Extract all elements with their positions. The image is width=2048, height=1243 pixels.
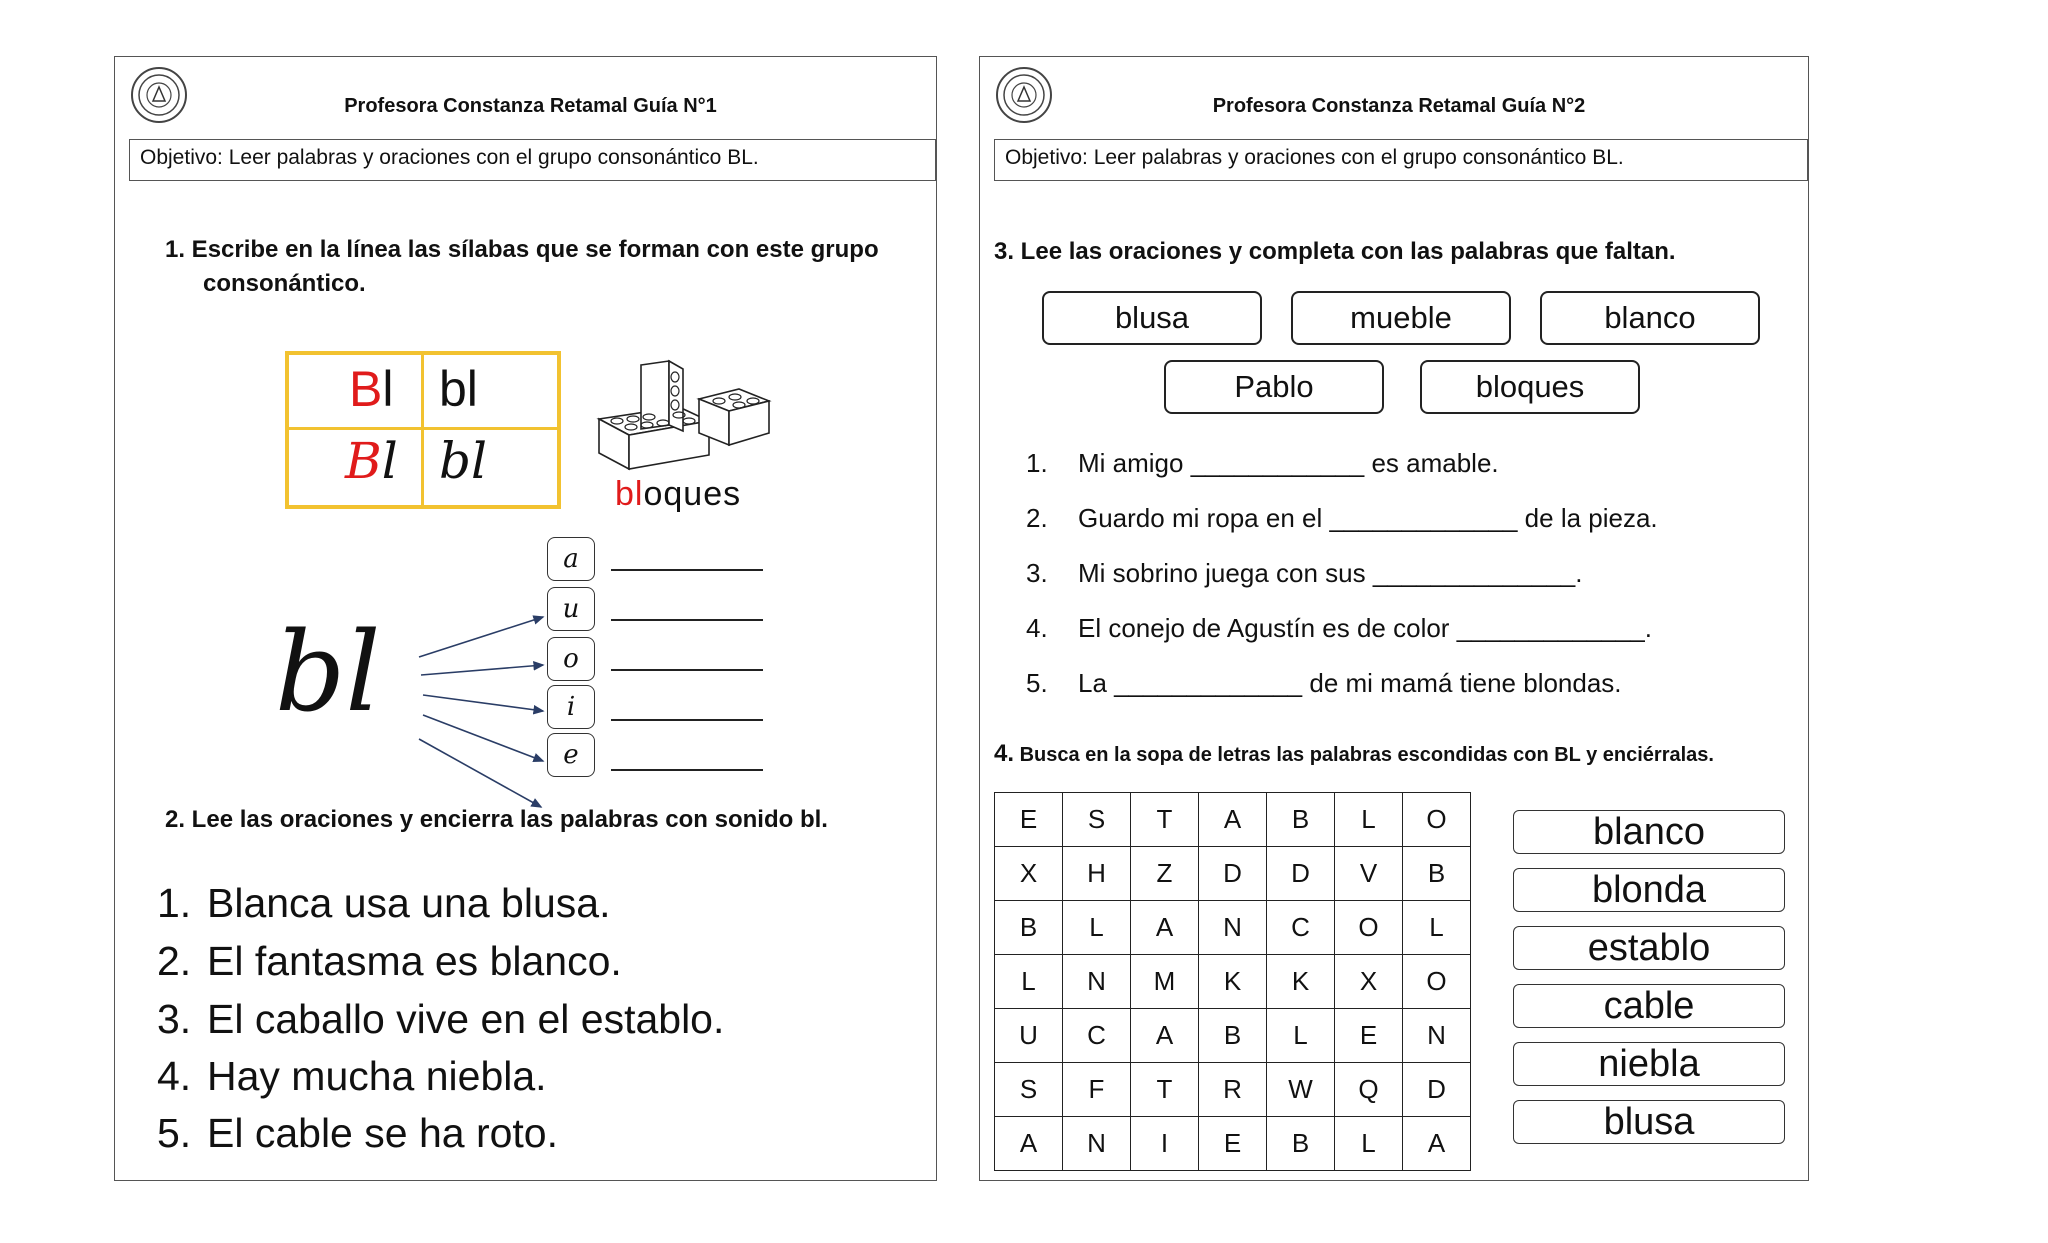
word-search-row	[995, 1009, 1471, 1063]
word-search-row	[995, 847, 1471, 901]
word-search-cell[interactable]: B	[1267, 793, 1335, 847]
vowel-box-o: o	[547, 637, 595, 681]
word-search-cell[interactable]: H	[1063, 847, 1131, 901]
word-search-cell[interactable]: R	[1199, 1063, 1267, 1117]
word-search-cell[interactable]: N	[1403, 1009, 1471, 1063]
word-search-cell[interactable]: V	[1335, 847, 1403, 901]
word-search-cell[interactable]: A	[1131, 1009, 1199, 1063]
word-search-row	[995, 955, 1471, 1009]
fill-sentence-4: 4. El conejo de Agustín es de color _____________.	[1026, 613, 1652, 643]
word-search-cell[interactable]: B	[1403, 847, 1471, 901]
word-search-cell[interactable]: A	[1131, 901, 1199, 955]
question-3-title: 3. Lee las oraciones y completa con las palabras que faltan.	[994, 238, 1676, 265]
word-search-row	[995, 1117, 1471, 1171]
word-list-blanco: blanco	[1513, 810, 1785, 854]
word-search-cell[interactable]: A	[1199, 793, 1267, 847]
word-search-cell[interactable]: X	[1335, 955, 1403, 1009]
bloques-label: bloques	[615, 475, 742, 513]
word-bank-mueble: mueble	[1291, 291, 1511, 345]
word-bank-blusa: blusa	[1042, 291, 1262, 345]
word-list-blonda: blonda	[1513, 868, 1785, 912]
answer-line[interactable]	[611, 569, 763, 571]
word-list-cable: cable	[1513, 984, 1785, 1028]
word-search-cell[interactable]: L	[1335, 1117, 1403, 1171]
word-search-cell[interactable]: F	[1063, 1063, 1131, 1117]
vowel-box-i: i	[547, 685, 595, 729]
word-search-cell[interactable]: D	[1267, 847, 1335, 901]
answer-line[interactable]	[611, 669, 763, 671]
word-search-row	[995, 901, 1471, 955]
word-search-cell[interactable]: T	[1131, 1063, 1199, 1117]
fill-sentence-5: 5. La _____________ de mi mamá tiene blondas.	[1026, 668, 1622, 698]
word-search-cell[interactable]: M	[1131, 955, 1199, 1009]
sentence-2: 2. El fantasma es blanco.	[157, 938, 622, 984]
word-search-cell[interactable]: A	[995, 1117, 1063, 1171]
word-search-cell[interactable]: E	[1199, 1117, 1267, 1171]
word-search-cell[interactable]: E	[1335, 1009, 1403, 1063]
word-search-cell[interactable]: O	[1403, 955, 1471, 1009]
word-search-cell[interactable]: C	[1267, 901, 1335, 955]
objective-box: Objetivo: Leer palabras y oraciones con el grupo consonántico BL.	[129, 139, 936, 181]
syllable-print-lower: bl	[439, 361, 478, 417]
word-list-blusa: blusa	[1513, 1100, 1785, 1144]
word-search-cell[interactable]: L	[1063, 901, 1131, 955]
word-search-cell[interactable]: I	[1131, 1117, 1199, 1171]
word-search-grid	[994, 792, 1471, 1171]
worksheet-guide-2	[979, 56, 1809, 1181]
word-search-cell[interactable]: C	[1063, 1009, 1131, 1063]
word-search-cell[interactable]: U	[995, 1009, 1063, 1063]
answer-line[interactable]	[611, 769, 763, 771]
vowel-box-e: e	[547, 733, 595, 777]
page-title: Profesora Constanza Retamal Guía N°2	[1212, 95, 1586, 117]
word-search-cell[interactable]: L	[1267, 1009, 1335, 1063]
word-search-cell[interactable]: K	[1199, 955, 1267, 1009]
word-search-cell[interactable]: X	[995, 847, 1063, 901]
word-search-cell[interactable]: S	[995, 1063, 1063, 1117]
word-search-cell[interactable]: W	[1267, 1063, 1335, 1117]
word-search-cell[interactable]: D	[1199, 847, 1267, 901]
fill-sentence-2: 2. Guardo mi ropa en el _____________ de la pieza.	[1026, 503, 1658, 533]
sentence-5: 5. El cable se ha roto.	[157, 1110, 558, 1156]
word-search-cell[interactable]: L	[1403, 901, 1471, 955]
word-list-establo: establo	[1513, 926, 1785, 970]
word-search-row	[995, 1063, 1471, 1117]
sentence-1: 1. Blanca usa una blusa.	[157, 880, 611, 926]
arrows-graphic	[415, 597, 555, 827]
sentence-4: 4. Hay mucha niebla.	[157, 1053, 547, 1099]
word-list-niebla: niebla	[1513, 1042, 1785, 1086]
word-search-cell[interactable]: N	[1063, 1117, 1131, 1171]
word-bank-pablo: Pablo	[1164, 360, 1384, 414]
word-search-cell[interactable]: N	[1063, 955, 1131, 1009]
syllable-table	[285, 351, 561, 509]
question-1-title-cont: consonántico.	[203, 270, 366, 297]
word-search-cell[interactable]: Z	[1131, 847, 1199, 901]
word-search-row	[995, 793, 1471, 847]
sentence-3: 3. El caballo vive en el establo.	[157, 996, 725, 1042]
answer-line[interactable]	[611, 719, 763, 721]
answer-line[interactable]	[611, 619, 763, 621]
word-search-cell[interactable]: L	[995, 955, 1063, 1009]
word-search-cell[interactable]: E	[995, 793, 1063, 847]
vowel-box-a: a	[547, 537, 595, 581]
word-search-cell[interactable]: O	[1335, 901, 1403, 955]
word-bank-blanco: blanco	[1540, 291, 1760, 345]
word-search-cell[interactable]: B	[1199, 1009, 1267, 1063]
word-search-cell[interactable]: L	[1335, 793, 1403, 847]
word-search-cell[interactable]: D	[1403, 1063, 1471, 1117]
word-search-cell[interactable]: S	[1063, 793, 1131, 847]
page-title: Profesora Constanza Retamal Guía N°1	[344, 95, 717, 117]
word-search-cell[interactable]: B	[1267, 1117, 1335, 1171]
syllable-cursive-lower: bl	[439, 432, 487, 490]
word-bank-bloques: bloques	[1420, 360, 1640, 414]
syllable-print-upper: Bl	[349, 361, 394, 417]
word-search-cell[interactable]: O	[1403, 793, 1471, 847]
question-2-title: 2. Lee las oraciones y encierra las palabras con sonido bl.	[165, 806, 828, 833]
syllable-cursive-upper: Bl	[345, 432, 398, 490]
word-search-cell[interactable]: T	[1131, 793, 1199, 847]
word-search-cell[interactable]: K	[1267, 955, 1335, 1009]
objective-box: Objetivo: Leer palabras y oraciones con el grupo consonántico BL.	[994, 139, 1808, 181]
vowel-box-u: u	[547, 587, 595, 631]
fill-sentence-3: 3. Mi sobrino juega con sus ______________.	[1026, 558, 1583, 588]
question-1-title: 1. Escribe en la línea las sílabas que se forman con este grupo	[165, 236, 879, 263]
worksheet-guide-1	[114, 56, 937, 1181]
cursive-bl: bl	[275, 608, 381, 736]
word-search-cell[interactable]: A	[1403, 1117, 1471, 1171]
blocks-image	[589, 359, 789, 477]
word-search-cell[interactable]: N	[1199, 901, 1267, 955]
word-search-cell[interactable]: Q	[1335, 1063, 1403, 1117]
question-4-title: 4. Busca en la sopa de letras las palabras escondidas con BL y enciérralas.	[994, 740, 1714, 767]
word-search-cell[interactable]: B	[995, 901, 1063, 955]
fill-sentence-1: 1. Mi amigo ____________ es amable.	[1026, 448, 1499, 478]
